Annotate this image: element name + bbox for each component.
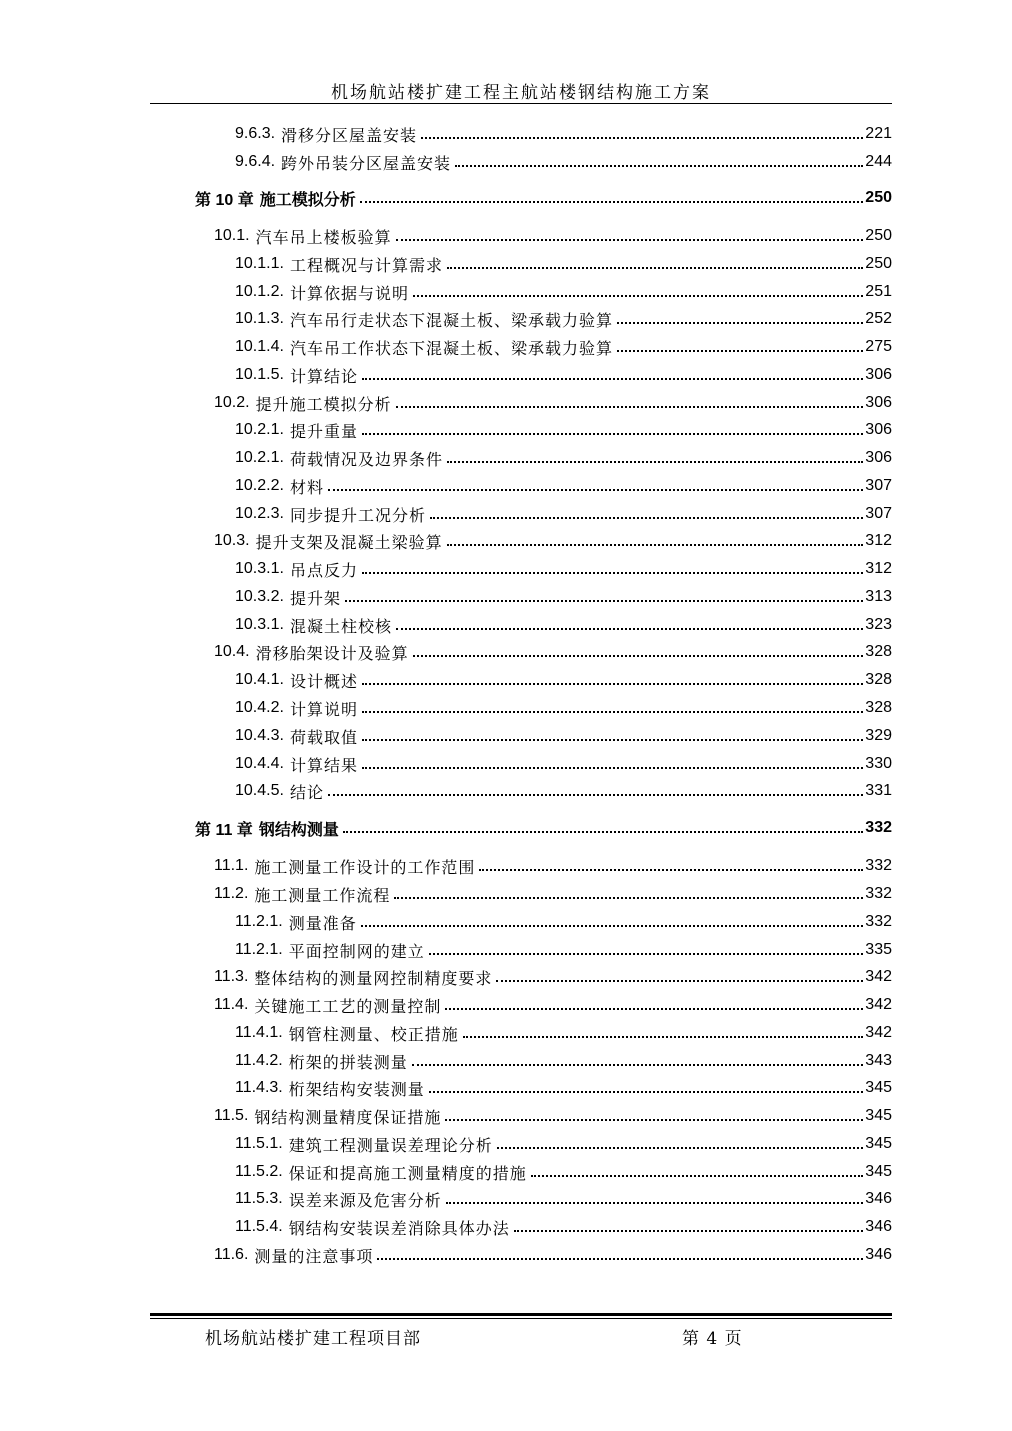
toc-entry-title: 提升架 — [289, 588, 341, 608]
toc-entry[interactable] — [150, 278, 892, 306]
toc-entry-title: 提升施工模拟分析 — [255, 394, 392, 414]
toc-dot-leader — [362, 682, 863, 685]
toc-entry-title: 混凝土柱校核 — [289, 616, 392, 636]
toc-entry-number: 10.1.3. — [235, 310, 284, 327]
toc-entry-title: 结论 — [289, 782, 324, 802]
toc-entry-title: 荷载取值 — [289, 727, 358, 747]
toc-dot-leader — [328, 793, 863, 796]
toc-entry-page: 332 — [865, 857, 892, 874]
toc-dot-leader — [362, 766, 863, 769]
toc-entry-title: 跨外吊装分区屋盖安装 — [281, 153, 452, 173]
toc-entry-number: 第 11 章 — [195, 821, 253, 839]
toc-entry-title: 汽车吊行走状态下混凝土板、梁承载力验算 — [289, 310, 613, 330]
toc-entry-number: 10.2. — [214, 394, 250, 411]
toc-entry[interactable] — [150, 1130, 892, 1158]
toc-entry-title: 汽车吊上楼板验算 — [255, 227, 392, 247]
toc-entry[interactable] — [150, 991, 892, 1019]
toc-entry-number: 10.3.1. — [235, 616, 284, 633]
toc-entry-number: 10.3.2. — [235, 588, 284, 605]
toc-entry[interactable] — [150, 722, 892, 750]
toc-entry[interactable] — [150, 936, 892, 964]
toc-entry[interactable] — [150, 1019, 892, 1047]
toc-entry-title: 吊点反力 — [289, 560, 358, 580]
toc-entry-number: 10.1. — [214, 227, 250, 244]
toc-entry-page: 312 — [865, 560, 892, 577]
toc-entry-page: 252 — [865, 310, 892, 327]
toc-entry-number: 9.6.4. — [235, 153, 276, 170]
toc-entry[interactable] — [150, 222, 892, 250]
toc-entry-page: 328 — [865, 699, 892, 716]
toc-entry-page: 330 — [865, 755, 892, 772]
toc-entry-title: 荷载情况及边界条件 — [289, 449, 443, 469]
toc-entry-title: 平面控制网的建立 — [288, 941, 425, 961]
toc-entry-title: 提升重量 — [289, 421, 358, 441]
toc-entry-number: 11.1. — [214, 857, 249, 874]
toc-entry-title: 钢结构安装误差消除具体办法 — [288, 1218, 510, 1238]
toc-chapter-entry[interactable] — [150, 814, 892, 842]
toc-entry[interactable] — [150, 333, 892, 361]
toc-entry[interactable] — [150, 361, 892, 389]
toc-entry-title: 测量准备 — [288, 913, 357, 933]
toc-entry-page: 332 — [865, 913, 892, 930]
toc-entry[interactable] — [150, 305, 892, 333]
toc-entry[interactable] — [150, 444, 892, 472]
toc-entry[interactable] — [150, 389, 892, 417]
toc-dot-leader — [455, 164, 863, 167]
toc-entry-number: 10.2.1. — [235, 421, 284, 438]
toc-entry-number: 10.3. — [214, 532, 250, 549]
toc-entry-title: 滑移分区屋盖安装 — [281, 125, 418, 145]
toc-entry-page: 313 — [865, 588, 892, 605]
toc-entry-number: 第 10 章 — [195, 191, 254, 209]
toc-entry[interactable] — [150, 750, 892, 778]
toc-entry[interactable] — [150, 638, 892, 666]
toc-entry-number: 10.3.1. — [235, 560, 284, 577]
toc-entry-number: 10.2.2. — [235, 477, 284, 494]
toc-entry-page: 251 — [865, 283, 892, 300]
toc-dot-leader — [396, 405, 864, 408]
toc-entry-page: 332 — [865, 885, 892, 902]
toc-entry-title: 计算说明 — [289, 699, 358, 719]
toc-dot-leader — [429, 952, 864, 955]
toc-entry[interactable] — [150, 555, 892, 583]
toc-entry-title: 计算结果 — [289, 755, 358, 775]
toc-entry-title: 桁架结构安装测量 — [288, 1079, 425, 1099]
toc-entry[interactable] — [150, 852, 892, 880]
toc-entry[interactable] — [150, 527, 892, 555]
toc-entry[interactable] — [150, 908, 892, 936]
toc-entry-page: 346 — [865, 1190, 892, 1207]
header-divider — [150, 103, 892, 104]
toc-entry-page: 250 — [865, 189, 892, 206]
toc-dot-leader — [429, 1090, 864, 1093]
toc-entry-number: 11.5.1. — [235, 1135, 283, 1152]
toc-dot-leader — [413, 294, 863, 297]
toc-entry-page: 345 — [865, 1107, 892, 1124]
toc-dot-leader — [496, 979, 863, 982]
toc-dot-leader — [362, 738, 863, 741]
toc-entry[interactable] — [150, 880, 892, 908]
toc-entry-number: 10.4.2. — [235, 699, 284, 716]
toc-entry-number: 11.5.3. — [235, 1190, 283, 1207]
toc-entry-page: 306 — [865, 366, 892, 383]
toc-entry-number: 11.3. — [214, 968, 249, 985]
toc-entry[interactable] — [150, 1241, 892, 1269]
toc-dot-leader — [446, 1201, 864, 1204]
toc-entry[interactable] — [150, 500, 892, 528]
toc-dot-leader — [328, 488, 863, 491]
toc-entry[interactable] — [150, 963, 892, 991]
toc-dot-leader — [617, 349, 863, 352]
toc-entry[interactable] — [150, 1158, 892, 1186]
toc-entry-page: 306 — [865, 421, 892, 438]
toc-dot-leader — [396, 238, 864, 241]
toc-entry-number: 9.6.3. — [235, 125, 276, 142]
toc-entry-page: 332 — [865, 819, 892, 836]
toc-dot-leader — [445, 1118, 863, 1121]
toc-entry-number: 10.1.4. — [235, 338, 284, 355]
toc-dot-leader — [445, 1007, 863, 1010]
toc-dot-leader — [360, 200, 864, 203]
toc-entry-page: 342 — [865, 996, 892, 1013]
toc-entry[interactable] — [150, 472, 892, 500]
toc-entry-title: 测量的注意事项 — [254, 1246, 374, 1266]
toc-entry-number: 11.5. — [214, 1107, 249, 1124]
toc-entry[interactable] — [150, 666, 892, 694]
toc-entry-page: 345 — [865, 1163, 892, 1180]
toc-entry-title: 施工模拟分析 — [259, 189, 356, 209]
toc-entry-number: 11.6. — [214, 1246, 249, 1263]
toc-entry-page: 306 — [865, 449, 892, 466]
toc-entry[interactable] — [150, 1185, 892, 1213]
toc-dot-leader — [343, 830, 863, 833]
toc-entry-page: 346 — [865, 1246, 892, 1263]
toc-entry-number: 10.4.1. — [235, 671, 284, 688]
toc-entry[interactable] — [150, 1047, 892, 1075]
toc-dot-leader — [463, 1035, 864, 1038]
toc-entry-page: 307 — [865, 505, 892, 522]
toc-entry-title: 滑移胎架设计及验算 — [255, 643, 409, 663]
toc-entry-number: 10.2.1. — [235, 449, 284, 466]
toc-entry-page: 335 — [865, 941, 892, 958]
toc-dot-leader — [377, 1257, 863, 1260]
toc-entry-page: 244 — [865, 153, 892, 170]
toc-entry[interactable] — [150, 583, 892, 611]
toc-entry-page: 275 — [865, 338, 892, 355]
toc-entry-page: 328 — [865, 671, 892, 688]
toc-entry-title: 材料 — [289, 477, 324, 497]
footer-page-number: 第 4 页 — [682, 1329, 743, 1349]
document-title: 机场航站楼扩建工程主航站楼钢结构施工方案 — [331, 83, 711, 103]
toc-dot-leader — [479, 868, 863, 871]
toc-entry-title: 钢结构测量 — [258, 819, 339, 839]
toc-dot-leader — [447, 460, 863, 463]
toc-entry-title: 汽车吊工作状态下混凝土板、梁承载力验算 — [289, 338, 613, 358]
toc-entry-page: 343 — [865, 1052, 892, 1069]
toc-entry-number: 11.5.2. — [235, 1163, 283, 1180]
toc-dot-leader — [345, 599, 863, 602]
toc-dot-leader — [514, 1229, 864, 1232]
toc-entry-title: 误差来源及危害分析 — [288, 1190, 442, 1210]
toc-entry-title: 施工测量工作流程 — [254, 885, 391, 905]
toc-entry[interactable] — [150, 694, 892, 722]
toc-entry-title: 设计概述 — [289, 671, 358, 691]
toc-entry-title: 钢结构测量精度保证措施 — [254, 1107, 442, 1127]
toc-dot-leader — [531, 1174, 864, 1177]
toc-entry-title: 同步提升工况分析 — [289, 505, 426, 525]
toc-dot-leader — [447, 543, 864, 546]
toc-entry-page: 331 — [865, 782, 892, 799]
toc-entry-number: 11.4. — [214, 996, 249, 1013]
toc-entry[interactable] — [150, 611, 892, 639]
toc-entry-number: 11.4.2. — [235, 1052, 283, 1069]
toc-entry[interactable] — [150, 416, 892, 444]
toc-entry-number: 10.4. — [214, 643, 250, 660]
toc-dot-leader — [430, 516, 863, 519]
toc-dot-leader — [394, 896, 863, 899]
footer-organization: 机场航站楼扩建工程项目部 — [205, 1329, 421, 1349]
toc-entry-number: 11.2.1. — [235, 913, 283, 930]
toc-entry-page: 221 — [865, 125, 892, 142]
toc-entry-title: 关键施工工艺的测量控制 — [254, 996, 442, 1016]
toc-entry-page: 307 — [865, 477, 892, 494]
toc-entry-page: 328 — [865, 643, 892, 660]
toc-entry-page: 346 — [865, 1218, 892, 1235]
toc-entry-title: 建筑工程测量误差理论分析 — [288, 1135, 493, 1155]
toc-entry-number: 10.4.5. — [235, 782, 284, 799]
toc-dot-leader — [497, 1146, 864, 1149]
toc-entry-number: 10.1.1. — [235, 255, 284, 272]
toc-entry-page: 306 — [865, 394, 892, 411]
toc-entry-page: 345 — [865, 1135, 892, 1152]
toc-dot-leader — [413, 654, 864, 657]
toc-entry[interactable] — [150, 1074, 892, 1102]
toc-entry-title: 钢管柱测量、校正措施 — [288, 1024, 459, 1044]
toc-entry-title: 计算依据与说明 — [289, 283, 409, 303]
toc-entry-page: 250 — [865, 227, 892, 244]
toc-dot-leader — [362, 571, 863, 574]
toc-entry-page: 342 — [865, 968, 892, 985]
toc-entry-number: 10.4.4. — [235, 755, 284, 772]
toc-entry-page: 312 — [865, 532, 892, 549]
toc-entry-title: 施工测量工作设计的工作范围 — [254, 857, 476, 877]
toc-entry-page: 250 — [865, 255, 892, 272]
toc-entry-title: 计算结论 — [289, 366, 358, 386]
toc-entry-number: 10.2.3. — [235, 505, 284, 522]
toc-entry[interactable] — [150, 1102, 892, 1130]
toc-entry-number: 11.5.4. — [235, 1218, 283, 1235]
toc-entry-page: 342 — [865, 1024, 892, 1041]
toc-dot-leader — [412, 1063, 864, 1066]
toc-dot-leader — [396, 627, 863, 630]
footer-divider-thick — [150, 1313, 892, 1316]
toc-entry-number: 10.4.3. — [235, 727, 284, 744]
footer-divider-thin — [150, 1318, 892, 1319]
toc-entry-title: 桁架的拼装测量 — [288, 1052, 408, 1072]
toc-chapter-entry[interactable] — [150, 184, 892, 212]
toc-dot-leader — [447, 266, 863, 269]
toc-entry-title: 工程概况与计算需求 — [289, 255, 443, 275]
toc-dot-leader — [421, 136, 863, 139]
toc-entry-title: 提升支架及混凝土梁验算 — [255, 532, 443, 552]
toc-entry[interactable] — [150, 1213, 892, 1241]
toc-entry[interactable] — [150, 777, 892, 805]
toc-entry-page: 329 — [865, 727, 892, 744]
toc-entry-number: 11.2.1. — [235, 941, 283, 958]
toc-entry-page: 323 — [865, 616, 892, 633]
toc-dot-leader — [362, 710, 863, 713]
toc-entry[interactable] — [150, 120, 892, 148]
toc-dot-leader — [362, 377, 863, 380]
toc-entry[interactable] — [150, 250, 892, 278]
toc-entry-page: 345 — [865, 1079, 892, 1096]
toc-entry-number: 10.1.2. — [235, 283, 284, 300]
toc-entry-number: 11.4.3. — [235, 1079, 283, 1096]
toc-entry-title: 整体结构的测量网控制精度要求 — [254, 968, 493, 988]
toc-entry-number: 11.2. — [214, 885, 249, 902]
toc-entry-number: 10.1.5. — [235, 366, 284, 383]
toc-dot-leader — [617, 321, 863, 324]
toc-dot-leader — [361, 924, 864, 927]
toc-entry-number: 11.4.1. — [235, 1024, 283, 1041]
toc-entry[interactable] — [150, 148, 892, 176]
toc-entry-title: 保证和提高施工测量精度的措施 — [288, 1163, 527, 1183]
toc-dot-leader — [362, 432, 863, 435]
